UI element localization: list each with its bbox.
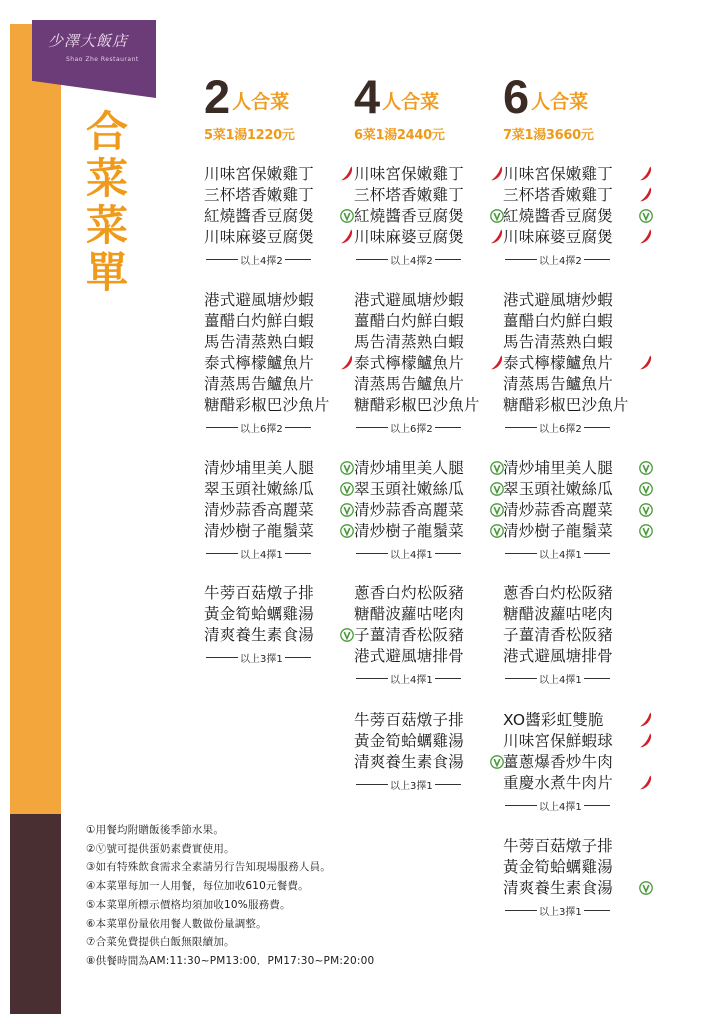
dish-item — [354, 206, 504, 227]
chili-icon — [490, 354, 504, 371]
veg-icon — [340, 524, 354, 538]
dish-name: 黃金筍蛤蠣雞湯 — [503, 858, 613, 876]
selection-note — [503, 899, 653, 921]
dish-name: 紅燒醬香豆腐煲 — [503, 207, 613, 225]
dish-item — [204, 604, 354, 625]
side-bar-brown — [10, 814, 61, 1014]
divider-line — [356, 678, 388, 679]
divider-line — [356, 553, 388, 554]
chili-icon — [639, 228, 653, 245]
dish-name: 馬告清蒸熟白蝦 — [354, 333, 464, 351]
dish-name: 薑醋白灼鮮白蝦 — [503, 312, 613, 330]
divider-line — [206, 427, 238, 428]
dish-name: 清蒸馬告鱸魚片 — [204, 375, 314, 393]
footnote: ①用餐均附贈飯後季節水果。 — [86, 824, 225, 836]
dish-name: 清爽養生素食湯 — [204, 626, 314, 644]
veg-icon — [490, 755, 504, 769]
dish-item — [204, 164, 354, 185]
dish-group — [503, 710, 653, 816]
dish-item — [204, 185, 354, 206]
dish-item — [503, 857, 653, 878]
footnote: ②Ⓥ號可提供蛋奶素費實使用。 — [86, 842, 235, 855]
selection-note-text: 以上3擇1 — [240, 653, 283, 665]
set-label: 人合菜 — [531, 91, 589, 113]
dish-name: 翠玉頭社嫩絲瓜 — [354, 480, 464, 498]
dish-item — [354, 604, 504, 625]
dish-name: 薑醋白灼鮮白蝦 — [204, 312, 314, 330]
selection-note-text: 以上3擇1 — [539, 906, 582, 918]
dish-group — [354, 710, 504, 795]
dish-group — [354, 164, 504, 270]
selection-note — [503, 542, 653, 564]
dish-item — [503, 311, 653, 332]
dish-name: 川味麻婆豆腐煲 — [204, 228, 314, 246]
selection-note — [354, 773, 504, 795]
dish-item — [354, 625, 504, 646]
divider-line — [505, 259, 537, 260]
selection-note-text: 以上4擇1 — [539, 549, 582, 561]
chili-icon — [639, 186, 653, 203]
selection-note-text: 以上4擇2 — [390, 255, 433, 267]
chili-icon — [340, 165, 354, 182]
dish-item — [204, 521, 354, 542]
dish-group — [354, 583, 504, 689]
menu-title-char: 菜 — [85, 201, 128, 250]
selection-note-text: 以上4擇2 — [539, 255, 582, 267]
menu-title — [84, 108, 130, 296]
dish-item — [354, 583, 504, 604]
dish-item — [204, 479, 354, 500]
dish-group — [503, 458, 653, 564]
dish-name: XO醬彩虹雙脆 — [503, 711, 604, 729]
divider-line — [505, 805, 537, 806]
dish-item — [503, 185, 653, 206]
dish-name: 清蒸馬告鱸魚片 — [503, 375, 613, 393]
set-label: 人合菜 — [382, 91, 440, 113]
dish-group — [503, 164, 653, 270]
dish-name: 牛蒡百菇燉子排 — [204, 584, 314, 602]
menu-column — [204, 70, 354, 665]
divider-line — [435, 553, 461, 554]
divider-line — [356, 784, 388, 785]
dish-item — [204, 290, 354, 311]
dish-name: 港式避風塘炒蝦 — [503, 291, 613, 309]
menu-title-char: 單 — [85, 248, 128, 297]
divider-line — [505, 910, 537, 911]
veg-icon — [340, 461, 354, 475]
veg-icon — [639, 503, 653, 517]
dish-item — [503, 374, 653, 395]
dish-name: 港式避風塘排骨 — [503, 647, 613, 665]
dish-item — [354, 646, 504, 667]
dish-group — [354, 290, 504, 438]
dish-item — [503, 500, 653, 521]
dish-item — [204, 227, 354, 248]
dish-item — [354, 185, 504, 206]
divider-line — [505, 553, 537, 554]
dish-item — [503, 583, 653, 604]
dish-item — [503, 332, 653, 353]
set-label: 人合菜 — [232, 91, 290, 113]
dish-item — [354, 521, 504, 542]
dish-name: 川味麻婆豆腐煲 — [503, 228, 613, 246]
dish-group — [503, 290, 653, 438]
footnote: ④本菜單每加一人用餐，每位加收610元餐費。 — [86, 880, 309, 893]
divider-line — [505, 678, 537, 679]
menu-title-char: 菜 — [85, 154, 128, 203]
dish-name: 清炒蒜香高麗菜 — [503, 501, 613, 519]
party-size-number: 4 — [354, 70, 381, 123]
dish-name: 糖醋波蘿咕咾肉 — [354, 605, 464, 623]
selection-note — [503, 248, 653, 270]
dish-item — [354, 227, 504, 248]
menu-column — [354, 70, 504, 792]
selection-note-text: 以上4擇2 — [240, 255, 283, 267]
dish-name: 蔥香白灼松阪豬 — [503, 584, 613, 602]
dish-name: 紅燒醬香豆腐煲 — [204, 207, 314, 225]
selection-note — [503, 794, 653, 816]
dish-name: 清炒埔里美人腿 — [354, 459, 464, 477]
dish-item — [204, 353, 354, 374]
dish-item — [204, 395, 354, 416]
divider-line — [285, 553, 311, 554]
dish-name: 川味宮保嫩雞丁 — [354, 165, 464, 183]
dish-name: 川味宮保鮮蝦球 — [503, 732, 613, 750]
party-size-number: 2 — [204, 70, 231, 123]
veg-icon — [490, 524, 504, 538]
dish-item — [503, 353, 653, 374]
selection-note — [204, 248, 354, 270]
divider-line — [584, 678, 610, 679]
dish-name: 川味宮保嫩雞丁 — [204, 165, 314, 183]
divider-line — [285, 657, 311, 658]
dish-name: 重慶水煮牛肉片 — [503, 774, 613, 792]
divider-line — [356, 427, 388, 428]
set-price: 7菜1湯3660元 — [503, 128, 594, 143]
dish-name: 牛蒡百菇燉子排 — [354, 711, 464, 729]
dish-name: 子薑清香松阪豬 — [503, 626, 613, 644]
dish-name: 川味麻婆豆腐煲 — [354, 228, 464, 246]
dish-name: 泰式檸檬鱸魚片 — [503, 354, 613, 372]
divider-line — [584, 910, 610, 911]
chili-icon — [340, 228, 354, 245]
selection-note-text: 以上3擇1 — [390, 780, 433, 792]
dish-name: 糖醋彩椒巴沙魚片 — [354, 396, 480, 414]
chili-icon — [639, 732, 653, 749]
divider-line — [584, 427, 610, 428]
selection-note — [354, 248, 504, 270]
divider-line — [206, 259, 238, 260]
dish-name: 糖醋彩椒巴沙魚片 — [204, 396, 330, 414]
dish-item — [354, 395, 504, 416]
footnote: ⑧供餐時間為AM:11:30~PM13:00．PM17:30~PM:20:00 — [86, 954, 375, 967]
dish-name: 子薑清香松阪豬 — [354, 626, 464, 644]
dish-name: 清炒樹子龍鬚菜 — [204, 522, 314, 540]
dish-item — [503, 752, 653, 773]
dish-item — [503, 878, 653, 899]
dish-item — [354, 479, 504, 500]
selection-note-text: 以上4擇1 — [539, 674, 582, 686]
dish-name: 清炒樹子龍鬚菜 — [503, 522, 613, 540]
side-bar-orange — [10, 24, 61, 814]
dish-name: 泰式檸檬鱸魚片 — [354, 354, 464, 372]
dish-item — [354, 164, 504, 185]
dish-item — [503, 206, 653, 227]
dish-name: 清炒蒜香高麗菜 — [354, 501, 464, 519]
dish-name: 三杯塔香嫩雞丁 — [503, 186, 613, 204]
dish-group — [204, 458, 354, 564]
divider-line — [435, 784, 461, 785]
logo-script: 少澤大飯店 — [48, 32, 129, 50]
divider-line — [206, 657, 238, 658]
dish-item — [503, 290, 653, 311]
divider-line — [206, 553, 238, 554]
dish-item — [204, 206, 354, 227]
divider-line — [356, 259, 388, 260]
dish-name: 蔥香白灼松阪豬 — [354, 584, 464, 602]
divider-line — [285, 427, 311, 428]
selection-note — [354, 667, 504, 689]
dish-name: 川味宮保嫩雞丁 — [503, 165, 613, 183]
veg-icon — [340, 209, 354, 223]
footnote: ⑤本菜單所標示價格均須加收10%服務費。 — [86, 898, 291, 911]
dish-item — [503, 479, 653, 500]
dish-item — [204, 458, 354, 479]
dish-item — [354, 710, 504, 731]
dish-group — [503, 836, 653, 921]
veg-icon — [639, 881, 653, 895]
veg-icon — [490, 482, 504, 496]
chili-icon — [490, 228, 504, 245]
dish-name: 清爽養生素食湯 — [354, 753, 464, 771]
chili-icon — [639, 711, 653, 728]
menu-column — [503, 70, 653, 918]
dish-item — [503, 625, 653, 646]
dish-name: 清爽養生素食湯 — [503, 879, 613, 897]
divider-line — [435, 427, 461, 428]
dish-name: 紅燒醬香豆腐煲 — [354, 207, 464, 225]
dish-name: 薑醋白灼鮮白蝦 — [354, 312, 464, 330]
selection-note — [204, 416, 354, 438]
veg-icon — [639, 461, 653, 475]
dish-item — [204, 311, 354, 332]
logo-tagline: Shao Zhe Restaurant — [66, 56, 139, 63]
veg-icon — [340, 482, 354, 496]
veg-icon — [639, 482, 653, 496]
dish-item — [503, 521, 653, 542]
dish-item — [354, 332, 504, 353]
dish-item — [204, 374, 354, 395]
dish-name: 港式避風塘排骨 — [354, 647, 464, 665]
dish-item — [354, 458, 504, 479]
party-size-number: 6 — [503, 70, 530, 123]
footnote: ⑥本菜單份量依用餐人數做份量調整。 — [86, 917, 267, 930]
selection-note-text: 以上4擇1 — [390, 674, 433, 686]
selection-note-text: 以上4擇1 — [539, 801, 582, 813]
column-header — [354, 70, 504, 146]
dish-name: 翠玉頭社嫩絲瓜 — [204, 480, 314, 498]
dish-name: 三杯塔香嫩雞丁 — [204, 186, 314, 204]
veg-icon — [340, 628, 354, 642]
dish-item — [354, 311, 504, 332]
divider-line — [285, 259, 311, 260]
dish-item — [503, 731, 653, 752]
chili-icon — [340, 354, 354, 371]
dish-group — [204, 583, 354, 668]
selection-note — [354, 542, 504, 564]
dish-item — [503, 164, 653, 185]
dish-item — [204, 583, 354, 604]
dish-item — [204, 332, 354, 353]
dish-name: 糖醋波蘿咕咾肉 — [503, 605, 613, 623]
dish-name: 黃金筍蛤蠣雞湯 — [354, 732, 464, 750]
dish-group — [204, 164, 354, 270]
dish-name: 馬告清蒸熟白蝦 — [503, 333, 613, 351]
selection-note-text: 以上4擇1 — [390, 549, 433, 561]
dish-item — [354, 731, 504, 752]
dish-item — [204, 625, 354, 646]
dish-name: 清炒樹子龍鬚菜 — [354, 522, 464, 540]
dish-item — [354, 500, 504, 521]
selection-note — [503, 667, 653, 689]
dish-name: 馬告清蒸熟白蝦 — [204, 333, 314, 351]
set-price: 5菜1湯1220元 — [204, 128, 295, 143]
dish-item — [503, 710, 653, 731]
dish-item — [354, 290, 504, 311]
veg-icon — [340, 503, 354, 517]
footnotes — [86, 821, 486, 971]
dish-name: 三杯塔香嫩雞丁 — [354, 186, 464, 204]
divider-line — [584, 553, 610, 554]
divider-line — [505, 427, 537, 428]
footnote: ③如有特殊飲食需求全素請另行告知現場服務人員。 — [86, 861, 332, 874]
veg-icon — [639, 209, 653, 223]
dish-name: 黃金筍蛤蠣雞湯 — [204, 605, 314, 623]
dish-group — [354, 458, 504, 564]
dish-item — [354, 353, 504, 374]
veg-icon — [490, 209, 504, 223]
dish-name: 薑蔥爆香炒牛肉 — [503, 753, 613, 771]
veg-icon — [490, 461, 504, 475]
dish-name: 清炒蒜香高麗菜 — [204, 501, 314, 519]
set-price: 6菜1湯2440元 — [354, 128, 445, 143]
dish-name: 港式避風塘炒蝦 — [204, 291, 314, 309]
dish-group — [503, 583, 653, 689]
selection-note-text: 以上6擇2 — [390, 423, 433, 435]
dish-item — [503, 773, 653, 794]
selection-note — [204, 542, 354, 564]
dish-name: 清蒸馬告鱸魚片 — [354, 375, 464, 393]
veg-icon — [639, 524, 653, 538]
dish-name: 清炒埔里美人腿 — [503, 459, 613, 477]
dish-item — [503, 646, 653, 667]
dish-name: 翠玉頭社嫩絲瓜 — [503, 480, 613, 498]
selection-note-text: 以上6擇2 — [240, 423, 283, 435]
chili-icon — [639, 165, 653, 182]
selection-note — [503, 416, 653, 438]
divider-line — [584, 805, 610, 806]
dish-item — [204, 500, 354, 521]
chili-icon — [639, 774, 653, 791]
dish-name: 港式避風塘炒蝦 — [354, 291, 464, 309]
veg-icon — [490, 503, 504, 517]
selection-note-text: 以上4擇1 — [240, 549, 283, 561]
dish-name: 糖醋彩椒巴沙魚片 — [503, 396, 629, 414]
footnote: ⑦合菜免費提供白飯無限續加。 — [86, 936, 235, 949]
selection-note — [354, 416, 504, 438]
divider-line — [435, 259, 461, 260]
dish-item — [503, 604, 653, 625]
chili-icon — [639, 354, 653, 371]
dish-item — [503, 395, 653, 416]
divider-line — [435, 678, 461, 679]
selection-note-text: 以上6擇2 — [539, 423, 582, 435]
dish-item — [503, 227, 653, 248]
chili-icon — [490, 165, 504, 182]
dish-item — [503, 458, 653, 479]
dish-item — [354, 374, 504, 395]
menu-title-char: 合 — [85, 107, 128, 156]
dish-name: 泰式檸檬鱸魚片 — [204, 354, 314, 372]
dish-group — [204, 290, 354, 438]
column-header — [204, 70, 354, 146]
selection-note — [204, 646, 354, 668]
dish-item — [354, 752, 504, 773]
column-header — [503, 70, 653, 146]
dish-name: 牛蒡百菇燉子排 — [503, 837, 613, 855]
dish-name: 清炒埔里美人腿 — [204, 459, 314, 477]
dish-item — [503, 836, 653, 857]
divider-line — [584, 259, 610, 260]
